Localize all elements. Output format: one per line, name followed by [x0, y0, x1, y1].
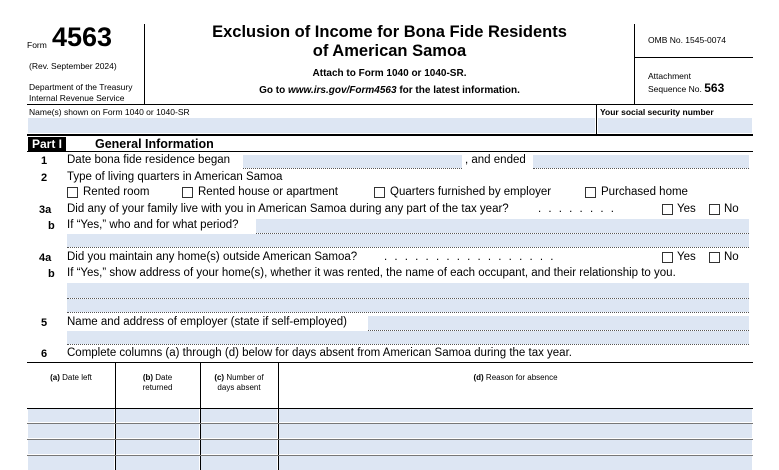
row1-date-left-input[interactable] [28, 409, 114, 422]
employer-input[interactable] [368, 316, 749, 330]
col-a-title: Date left [62, 373, 92, 382]
row3-reason-input[interactable] [279, 440, 752, 454]
row2-date-left-input[interactable] [28, 424, 114, 438]
part1-title: General Information [95, 137, 214, 151]
family-no-label: No [724, 203, 739, 215]
line1-ended-label: , and ended [465, 154, 526, 166]
row1-days-absent-input[interactable] [201, 409, 277, 422]
row3-date-returned-input[interactable] [116, 440, 199, 454]
goto-suffix: for the latest information. [396, 85, 520, 96]
form-number: 4563 [52, 22, 113, 52]
residence-began-underline [243, 168, 462, 169]
line4b-label: If “Yes,” show address of your home(s), whether it was rented, the name of each occupant, and their relationship to you. [67, 267, 676, 279]
part1-top-border [27, 134, 753, 136]
row2-date-returned-input[interactable] [116, 424, 199, 438]
name-label: Name(s) shown on Form 1040 or 1040-SR [29, 107, 190, 117]
employer-quarters-checkbox[interactable] [374, 187, 385, 198]
header-divider-right [634, 24, 635, 104]
residence-ended-underline [533, 168, 749, 169]
line1-number: 1 [41, 155, 48, 167]
row1-reason-input[interactable] [279, 409, 752, 422]
home-outside-yes-checkbox[interactable] [662, 252, 673, 263]
omb-number: OMB No. 1545-0074 [648, 35, 726, 45]
purchased-home-checkbox[interactable] [585, 187, 596, 198]
line4a-number: 4a [39, 252, 52, 264]
line3a-leader-dots: . . . . . . . . [538, 203, 616, 215]
home-address-input-line2[interactable] [67, 299, 749, 312]
form-title-line1: Exclusion of Income for Bona Fide Residents [212, 23, 567, 41]
rented-house-checkbox[interactable] [182, 187, 193, 198]
employer-quarters-label: Quarters furnished by employer [390, 186, 552, 198]
row3-days-absent-input[interactable] [201, 440, 277, 454]
line1-label: Date bona fide residence began [67, 154, 231, 166]
department-name: Department of the Treasury [29, 82, 133, 92]
purchased-home-label: Purchased home [601, 186, 688, 198]
line3b-number: b [48, 220, 55, 232]
home-outside-no-checkbox[interactable] [709, 252, 720, 263]
goto-prefix: Go to [259, 85, 288, 96]
family-period-input[interactable] [256, 219, 749, 233]
rented-room-label: Rented room [83, 186, 150, 198]
row4-date-left-input[interactable] [28, 456, 114, 470]
line6-number: 6 [41, 348, 48, 360]
sequence-label-text: Sequence No. [648, 84, 702, 94]
name-row-top-border [27, 104, 753, 105]
residence-began-input[interactable] [243, 155, 462, 168]
col-b-letter: (b) [142, 373, 154, 382]
sequence-number: 563 [704, 81, 725, 95]
employer-input-line2[interactable] [67, 331, 749, 344]
row4-reason-input[interactable] [279, 456, 752, 470]
col-c-header [200, 373, 278, 393]
family-yes-checkbox[interactable] [662, 204, 673, 215]
ssn-input[interactable] [598, 118, 752, 133]
line5-label: Name and address of employer (state if self-employed) [67, 316, 347, 328]
form-title [145, 23, 634, 61]
line6-label: Complete columns (a) through (d) below for days absent from American Samoa during the tax year. [67, 347, 572, 359]
row2-reason-input[interactable] [279, 424, 752, 438]
employer-underline-2 [67, 344, 749, 345]
line4b-number: b [48, 268, 55, 280]
line2-number: 2 [41, 172, 48, 184]
rented-room-checkbox[interactable] [67, 187, 78, 198]
line2-label: Type of living quarters in American Samoa [67, 171, 283, 183]
col-b-title-2: returned [142, 383, 173, 392]
col-d-header [278, 373, 753, 382]
row4-days-absent-input[interactable] [201, 456, 277, 470]
home-address-input[interactable] [67, 283, 749, 298]
col-c-letter: (c) [214, 373, 225, 382]
row2-days-absent-input[interactable] [201, 424, 277, 438]
name-input[interactable] [28, 118, 595, 133]
omb-divider [634, 57, 753, 58]
col-a-header [27, 373, 115, 382]
home-address-underline-2 [67, 312, 749, 313]
residence-ended-input[interactable] [533, 155, 749, 168]
family-period-input-line2[interactable] [67, 234, 749, 247]
line3a-number: 3a [39, 204, 52, 216]
family-period-underline-2 [67, 247, 749, 248]
row1-date-returned-input[interactable] [116, 409, 199, 422]
family-no-checkbox[interactable] [709, 204, 720, 215]
row3-date-left-input[interactable] [28, 440, 114, 454]
col-d-title: Reason for absence [485, 373, 558, 382]
irs-link[interactable]: www.irs.gov/Form4563 [287, 85, 397, 96]
sequence-label [648, 81, 724, 95]
col-d-letter: (d) [473, 373, 484, 382]
name-ssn-divider [596, 104, 597, 134]
col-a-letter: (a) [50, 373, 60, 382]
attach-instruction: Attach to Form 1040 or 1040-SR. [312, 68, 467, 79]
line3b-label: If “Yes,” who and for what period? [67, 219, 239, 231]
part1-bottom-border [27, 151, 753, 152]
line4a-leader-dots: . . . . . . . . . . . . . . . . . [384, 251, 556, 263]
col-c-title-2: days absent [217, 383, 261, 392]
ssn-label: Your social security number [600, 107, 714, 117]
home-outside-yes-label: Yes [677, 251, 696, 263]
col-b-header [115, 373, 200, 393]
table-top-border [27, 362, 753, 363]
col-b-title-1: Date [155, 373, 173, 382]
line3a-label: Did any of your family live with you in American Samoa during any part of the tax year? [67, 203, 509, 215]
row4-date-returned-input[interactable] [116, 456, 199, 470]
col-c-title-1: Number of [226, 373, 264, 382]
rented-house-label: Rented house or apartment [198, 186, 339, 198]
home-outside-no-label: No [724, 251, 739, 263]
part1-tag: Part I [28, 137, 66, 151]
attachment-label: Attachment [648, 71, 691, 81]
line4a-label: Did you maintain any home(s) outside American Samoa? [67, 251, 358, 263]
line5-number: 5 [41, 317, 48, 329]
revision-date: (Rev. September 2024) [29, 61, 117, 71]
agency-name: Internal Revenue Service [29, 93, 125, 103]
form-word: Form [27, 40, 47, 50]
family-yes-label: Yes [677, 203, 696, 215]
goto-instruction [145, 85, 634, 96]
form-title-line2: of American Samoa [312, 42, 467, 60]
